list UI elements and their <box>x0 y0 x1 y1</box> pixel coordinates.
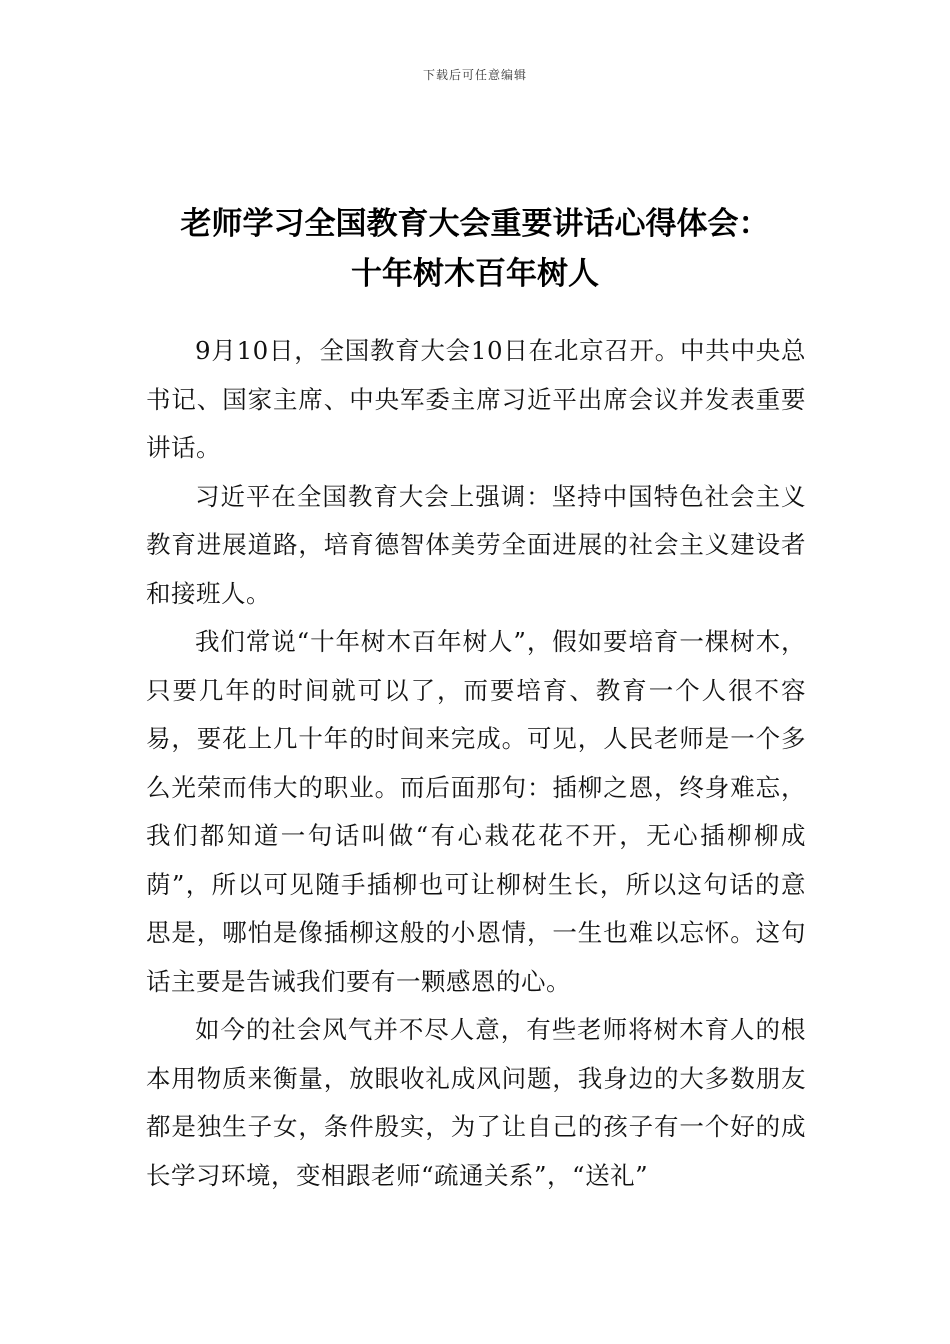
page-header-note: 下载后可任意编辑 <box>422 68 527 82</box>
document-title-line-2: 十年树木百年树人 <box>351 255 599 292</box>
paragraph: 习近平在全国教育大会上强调：坚持中国特色社会主义教育进展道路，培育德智体美劳全面进展的社会主义建设者和接班人。 <box>146 481 806 608</box>
document-title <box>120 199 830 299</box>
document-title-line-1: 老师学习全国教育大会重要讲话心得体会： <box>180 205 770 242</box>
paragraph: 如今的社会风气并不尽人意，有些老师将树木育人的根本用物质来衡量，放眼收礼成风问题，我身边的大多数朋友都是独生子女，条件殷实，为了让自己的孩子有一个好的成长学习环境，变相跟老师“疏通关系”，“送礼” <box>146 1015 806 1190</box>
paragraph: 9月10日，全国教育大会10日在北京召开。中共中央总书记、国家主席、中央军委主席习近平出席会议并发表重要讲话。 <box>146 336 806 462</box>
paragraph: 我们常说“十年树木百年树人”，假如要培育一棵树木，只要几年的时间就可以了，而要培育、教育一个人很不容易，要花上几十年的时间来完成。可见，人民老师是一个多么光荣而伟大的职业。而后面那句：插柳之恩，终身难忘，我们都知道一句话叫做“有心栽花花不开，无心插柳柳成荫”，所以可见随手插柳也可让柳树生长，所以这句话的意思是，哪怕是像插柳这般的小恩情，一生也难以忘怀。这句话主要是告诫我们要有一颗感恩的心。 <box>146 627 806 996</box>
document-body <box>146 327 806 1200</box>
